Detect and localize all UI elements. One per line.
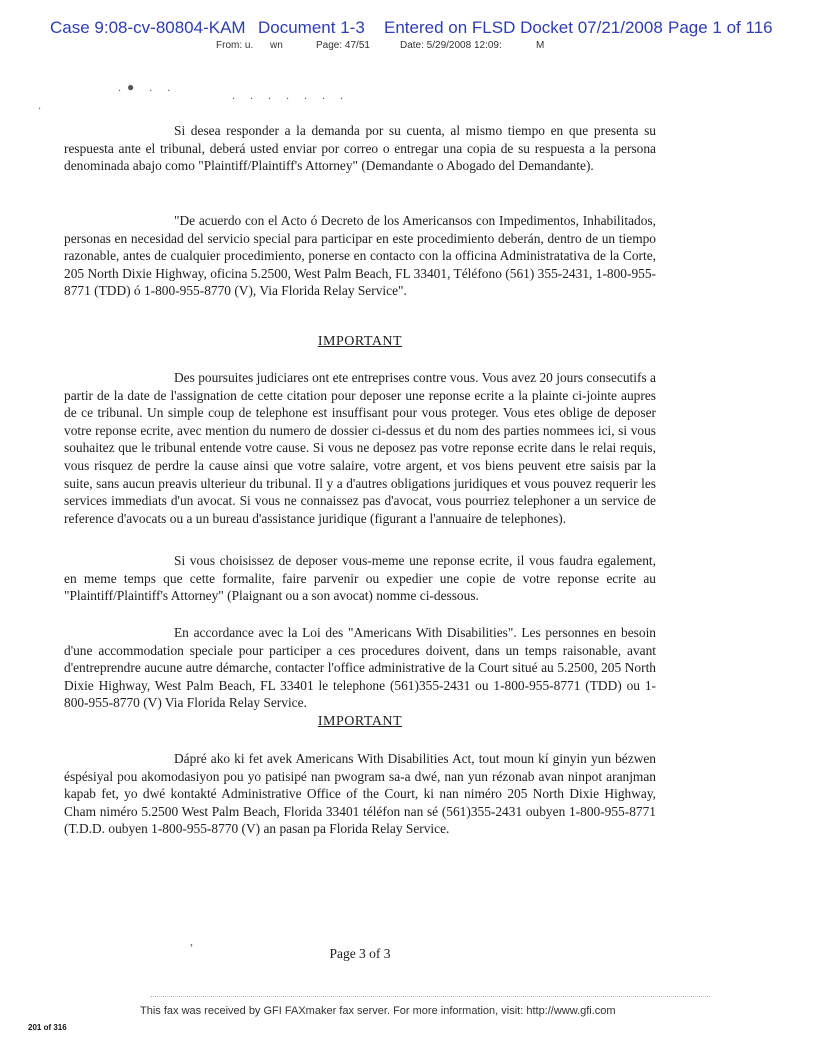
- french-heading: IMPORTANT: [317, 334, 403, 349]
- spanish-paragraph-1: [64, 122, 656, 175]
- creole-paragraph-1: [64, 750, 656, 838]
- footer-divider: [150, 996, 710, 998]
- paragraph-text: "De acuerdo con el Acto ó Decreto de los Americansos con Impedimentos, Inhabilitados, personas en necesidad del servicio special para participar en este procedimiento deberán, dentro de un tiempo razonable, antes de cualquier procedimiento, ponerse en contacto con la officina Administratativa de la Corte, 205 North Dixie Highway, oficina 5.2500, West Palm Beach, FL 33401, Téléfono (561) 355-2431, 1-800-955-8771 (TDD) ó 1-800-955-8770 (V), Via Florida Relay Service".: [64, 213, 656, 299]
- scan-speckle: . . . . . . .: [232, 88, 349, 102]
- document-number: Document 1-3: [258, 18, 365, 37]
- fax-from-suffix: wn: [270, 40, 283, 51]
- fax-date-suffix: M: [536, 40, 545, 51]
- scan-speckle: ,: [190, 934, 199, 948]
- french-paragraph-1: [64, 369, 656, 527]
- paragraph-text: Si vous choisissez de deposer vous-meme une reponse ecrite, il vous faudra egalement, en meme temps que cette formalite, faire parvenir ou expedier une copie de votre reponse ecrite au "Plaintiff/Plaintiff's Attorney" (Plaignant ou a son avocat) nomme ci-dessous.: [64, 553, 656, 604]
- creole-heading: IMPORTANT: [317, 714, 403, 729]
- fax-page: Page: 47/51: [316, 40, 370, 51]
- scan-speckle: .: [38, 98, 47, 112]
- spanish-paragraph-2: [64, 212, 656, 300]
- paragraph-text: Si desea responder a la demanda por su cuenta, al mismo tiempo en que presenta su respuesta ante el tribunal, deberá usted enviar por correo o entregar una copia de su respuesta a la persona denominada abajo como "Plaintiff/Plaintiff's Attorney" (Demandante o Abogado del Demandante).: [64, 123, 656, 174]
- fax-server-notice: This fax was received by GFI FAXmaker fax server. For more information, visit: http://www.gfi.com: [140, 1005, 616, 1017]
- batch-page-count: 201 of 316: [28, 1023, 67, 1032]
- paragraph-text: Des poursuites judiciares ont ete entreprises contre vous. Vous avez 20 jours consecutifs a partir de la date de l'assignation de cette citation pour deposer une reponse ecrite a la plainte ci-jointe aupres de ce tribunal. Un simple coup de telephone est insuffisant pour vous proteger. Vous etes oblige de deposer votre reponse ecrite, avec mention du numero de dossier ci-dessus et du nom des parties nommees ici, si vous souhaitez que le tribunal entende votre cause. Si vous ne deposez pas votre reponse ecrite dans le relai requis, vous risquez de perdre la cause ainsi que votre salaire, votre argent, et vos biens peuvent etre saisis par la suite, sans aucun preavis ulterieur du tribunal. Il y a d'autres obligations juridiques et vous pouvez requerir les services immediats d'un avocat. Si vous ne connaissez pas d'avocat, vous pourriez telephoner a un service de reference d'avocats ou a un bureau d'assistance juridique (figurant a l'annuaire de telephones).: [64, 370, 656, 526]
- paragraph-text: En accordance avec la Loi des "Americans With Disabilities". Les personnes en besoin d'une accommodation speciale pour participer a ces procedures doivent, dans un temps raisonable, avant d'entreprendre aucune autre démarche, contacter l'office administrative de la Court situé au 5.2500, 205 North Dixie Highway, West Palm Beach, FL 33401 le telephone (561)355-2431 ou 1-800-955-8771 (TDD) ou 1-800-955-8770 (V) Via Florida Relay Service.: [64, 625, 656, 711]
- scan-speckle: .● . .: [118, 80, 177, 94]
- french-paragraph-2: [64, 552, 656, 605]
- docket-entry: Entered on FLSD Docket 07/21/2008: [384, 18, 663, 37]
- fax-header: [0, 40, 820, 54]
- court-docket-stamp: [0, 18, 820, 40]
- case-number: Case 9:08-cv-80804-KAM: [50, 18, 246, 37]
- stamp-page-count: Page 1 of 116: [668, 18, 773, 37]
- paragraph-text: Dápré ako ki fet avek Americans With Disabilities Act, tout moun kí ginyin yun bézwen éspésiyal pou akomodasiyon pou yo patisipé nan pwogram sa-a dwé, nan yun rézonab avan ninpot aranjman kapab fet, yo dwé kontakté Administrative Office of the Court, ki nan niméro 205 North Dixie Highway, Cham niméro 5.2500 West Palm Beach, Florida 33401 téléfon nan sé (561)355-2431 oubyen 1-800-955-8771 (T.D.D. oubyen 1-800-955-8770 (V) an pasan pa Florida Relay Service.: [64, 751, 656, 837]
- french-paragraph-3: [64, 624, 656, 712]
- fax-date: Date: 5/29/2008 12:09:: [400, 40, 502, 51]
- page-number: Page 3 of 3: [329, 946, 391, 961]
- fax-from: From: u.: [216, 40, 254, 51]
